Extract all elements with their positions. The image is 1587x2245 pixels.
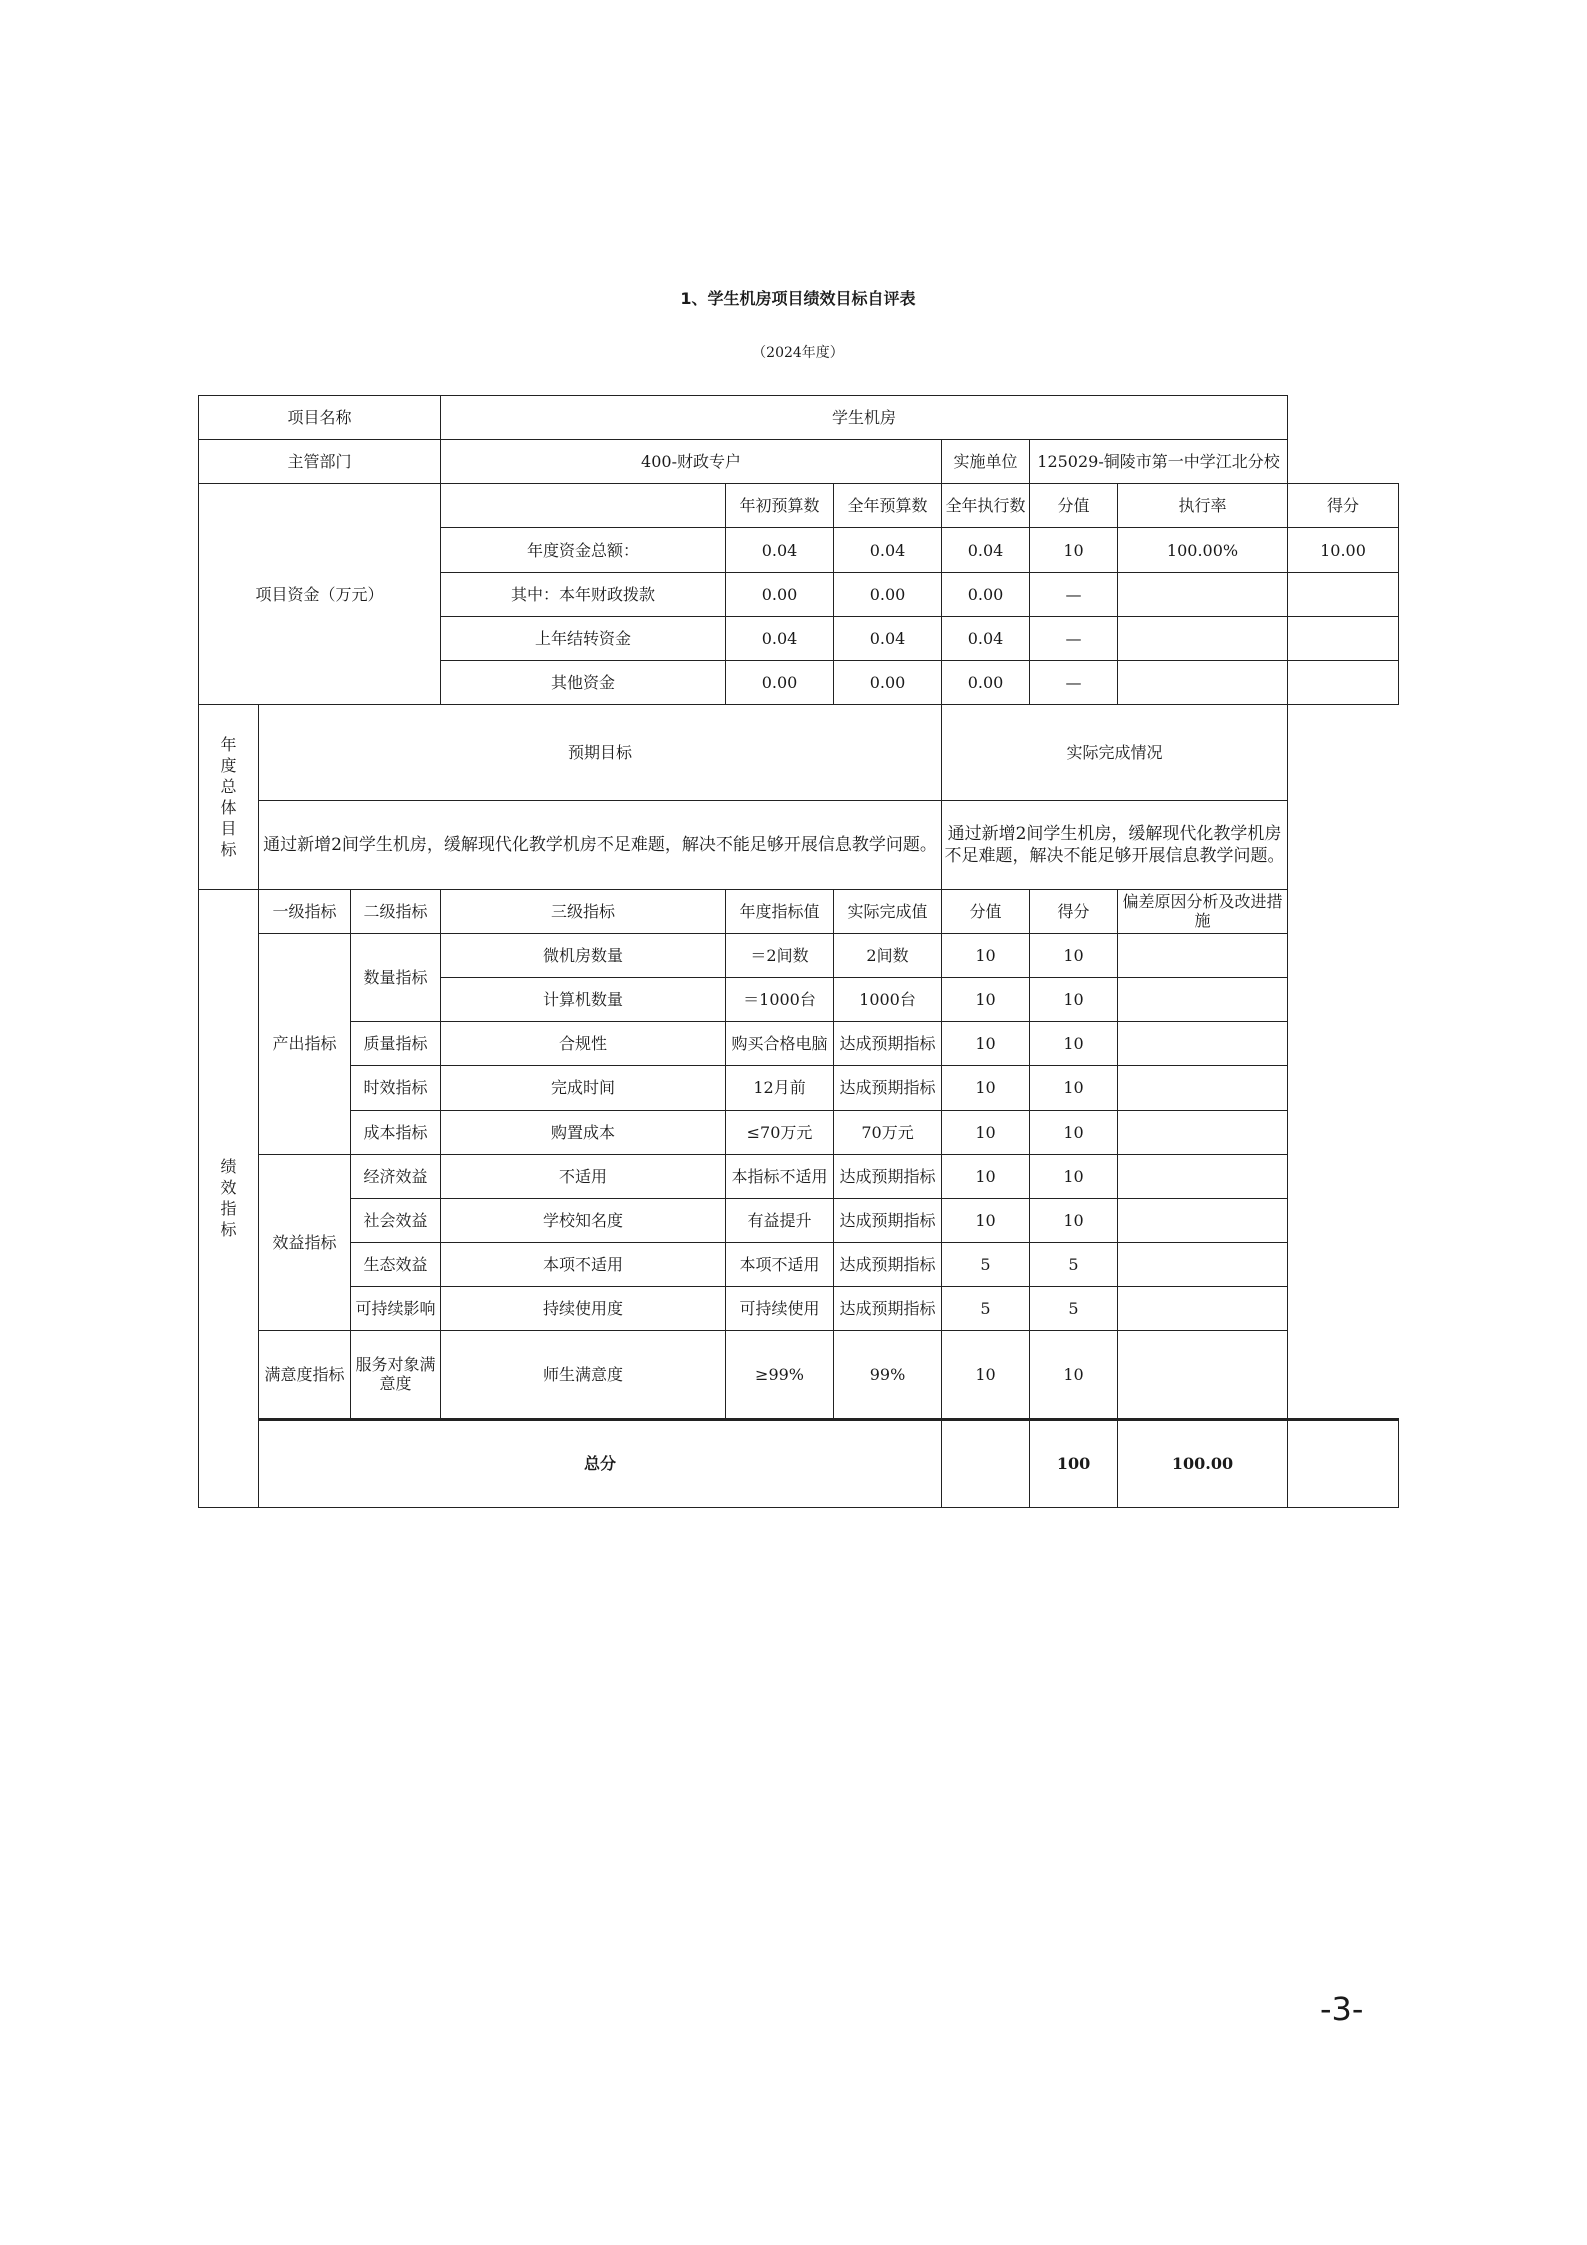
indicator-row [199, 1066, 1399, 1110]
indicator-score: 10 [1030, 933, 1118, 977]
level2-economic: 经济效益 [351, 1154, 441, 1198]
year-note: （2024年度） [752, 345, 844, 361]
funds-cell [1118, 572, 1288, 616]
indicator-target: ＝1000台 [726, 978, 834, 1022]
header-level1: 一级指标 [259, 889, 351, 933]
header-level3: 三级指标 [441, 889, 726, 933]
funds-cell: 100.00% [1118, 528, 1288, 572]
indicator-reason [1118, 1066, 1288, 1110]
goals-header-row [199, 705, 1399, 801]
indicator-target: 本项不适用 [726, 1243, 834, 1287]
indicator-target: ＝2间数 [726, 933, 834, 977]
project-name-label: 项目名称 [199, 396, 441, 440]
indicator-score-value: 5 [942, 1243, 1030, 1287]
funds-cell: 0.04 [726, 528, 834, 572]
level2-quality: 质量指标 [351, 1022, 441, 1066]
funds-row-label: 上年结转资金 [441, 616, 726, 660]
indicator-score-value: 10 [942, 978, 1030, 1022]
level2-quantity: 数量指标 [351, 933, 441, 1021]
indicator-target: 本指标不适用 [726, 1154, 834, 1198]
indicator-score: 10 [1030, 1110, 1118, 1154]
indicator-row [199, 1110, 1399, 1154]
funds-cell: 0.00 [726, 572, 834, 616]
unit-label: 实施单位 [942, 440, 1030, 484]
indicator-reason [1118, 1243, 1288, 1287]
indicator-row [199, 1022, 1399, 1066]
indicator-name: 持续使用度 [441, 1287, 726, 1331]
indicator-target: 12月前 [726, 1066, 834, 1110]
indicator-actual: 达成预期指标 [834, 1154, 942, 1198]
funds-cell: 0.00 [834, 572, 942, 616]
unit-value: 125029-铜陵市第一中学江北分校 [1030, 440, 1288, 484]
funds-cell [1288, 616, 1399, 660]
funds-cell: 0.00 [726, 660, 834, 704]
project-name-value: 学生机房 [441, 396, 1288, 440]
funds-header-rate: 执行率 [1118, 484, 1288, 528]
funds-cell [1118, 616, 1288, 660]
total-score-value: 100 [1030, 1419, 1118, 1507]
funds-cell: 0.04 [942, 528, 1030, 572]
header-target: 年度指标值 [726, 889, 834, 933]
indicator-name: 合规性 [441, 1022, 726, 1066]
level2-ecological: 生态效益 [351, 1243, 441, 1287]
funds-label: 项目资金（万元） [199, 484, 441, 705]
page-number: -3- [1320, 1990, 1364, 2028]
level2-sustainable: 可持续影响 [351, 1287, 441, 1331]
performance-evaluation-table [198, 395, 1399, 1508]
funds-cell [1288, 572, 1399, 616]
indicator-score: 10 [1030, 1198, 1118, 1242]
indicator-reason [1118, 1022, 1288, 1066]
level2-cost: 成本指标 [351, 1110, 441, 1154]
indicator-row [199, 1287, 1399, 1331]
indicator-row [199, 1243, 1399, 1287]
funds-cell: 10 [1030, 528, 1118, 572]
indicator-score-value: 10 [942, 933, 1030, 977]
funds-header-initial: 年初预算数 [726, 484, 834, 528]
funds-header-annual: 全年预算数 [834, 484, 942, 528]
funds-header-score: 得分 [1288, 484, 1399, 528]
indicator-row [199, 1154, 1399, 1198]
level1-satisfaction: 满意度指标 [259, 1331, 351, 1419]
indicator-row [199, 1198, 1399, 1242]
indicator-row [199, 933, 1399, 977]
indicator-actual: 达成预期指标 [834, 1066, 942, 1110]
indicator-reason [1118, 1331, 1288, 1419]
project-name-row [199, 396, 1399, 440]
indicator-score: 5 [1030, 1243, 1118, 1287]
level2-timeliness: 时效指标 [351, 1066, 441, 1110]
funds-cell: — [1030, 572, 1118, 616]
indicator-score-value: 10 [942, 1154, 1030, 1198]
document-title: 1、学生机房项目绩效目标自评表 [680, 289, 916, 308]
indicator-actual: 2间数 [834, 933, 942, 977]
indicator-actual: 70万元 [834, 1110, 942, 1154]
goals-label: 年度总体目标 [199, 705, 259, 890]
department-value: 400-财政专户 [441, 440, 942, 484]
funds-row-label: 年度资金总额： [441, 528, 726, 572]
indicator-score-value: 10 [942, 1198, 1030, 1242]
funds-header-blank [441, 484, 726, 528]
indicator-actual: 1000台 [834, 978, 942, 1022]
header-reason: 偏差原因分析及改进措施 [1118, 889, 1288, 933]
indicator-name: 购置成本 [441, 1110, 726, 1154]
indicator-score: 10 [1030, 1022, 1118, 1066]
department-row [199, 440, 1399, 484]
level2-social: 社会效益 [351, 1198, 441, 1242]
header-score: 得分 [1030, 889, 1118, 933]
funds-header-row [199, 484, 1399, 528]
funds-cell: — [1030, 616, 1118, 660]
funds-cell: 0.00 [834, 660, 942, 704]
indicator-score-value: 5 [942, 1287, 1030, 1331]
header-score-value: 分值 [942, 889, 1030, 933]
indicator-reason [1118, 978, 1288, 1022]
indicator-reason [1118, 933, 1288, 977]
indicator-row [199, 1331, 1399, 1419]
indicator-target: 可持续使用 [726, 1287, 834, 1331]
indicator-name: 学校知名度 [441, 1198, 726, 1242]
actual-goal-text: 通过新增2间学生机房，缓解现代化教学机房不足难题，解决不能足够开展信息教学问题。 [942, 801, 1288, 889]
funds-cell [1118, 660, 1288, 704]
indicator-score-value: 10 [942, 1066, 1030, 1110]
indicators-header-row [199, 889, 1399, 933]
total-reason-blank [1288, 1419, 1399, 1507]
funds-row-label: 其他资金 [441, 660, 726, 704]
funds-cell: 0.04 [726, 616, 834, 660]
indicator-name: 计算机数量 [441, 978, 726, 1022]
indicator-score: 5 [1030, 1287, 1118, 1331]
expected-goal-text: 通过新增2间学生机房，缓解现代化教学机房不足难题，解决不能足够开展信息教学问题。 [259, 801, 942, 889]
funds-header-executed: 全年执行数 [942, 484, 1030, 528]
indicator-target: ≥99% [726, 1331, 834, 1419]
indicator-actual: 达成预期指标 [834, 1198, 942, 1242]
indicator-score-value: 10 [942, 1110, 1030, 1154]
indicator-name: 完成时间 [441, 1066, 726, 1110]
funds-cell: 0.00 [942, 660, 1030, 704]
indicator-name: 微机房数量 [441, 933, 726, 977]
expected-goal-header: 预期目标 [259, 705, 942, 801]
indicator-actual: 99% [834, 1331, 942, 1419]
funds-cell: 0.04 [834, 616, 942, 660]
indicator-score: 10 [1030, 1331, 1118, 1419]
indicator-score: 10 [1030, 978, 1118, 1022]
funds-cell: 0.04 [834, 528, 942, 572]
funds-cell [1288, 660, 1399, 704]
indicator-name: 本项不适用 [441, 1243, 726, 1287]
level2-service-satisfaction: 服务对象满意度 [351, 1331, 441, 1419]
indicator-actual: 达成预期指标 [834, 1022, 942, 1066]
total-label: 总分 [259, 1419, 942, 1507]
indicator-reason [1118, 1154, 1288, 1198]
funds-cell: — [1030, 660, 1118, 704]
goals-text-row [199, 801, 1399, 889]
level1-benefit: 效益指标 [259, 1154, 351, 1331]
funds-header-score-value: 分值 [1030, 484, 1118, 528]
indicator-score: 10 [1030, 1154, 1118, 1198]
indicator-actual: 达成预期指标 [834, 1243, 942, 1287]
indicators-label: 绩效指标 [199, 889, 259, 1507]
indicator-actual: 达成预期指标 [834, 1287, 942, 1331]
indicator-score: 10 [1030, 1066, 1118, 1110]
indicator-score-value: 10 [942, 1022, 1030, 1066]
actual-goal-header: 实际完成情况 [942, 705, 1288, 801]
indicator-name: 不适用 [441, 1154, 726, 1198]
funds-cell: 10.00 [1288, 528, 1399, 572]
indicator-target: ≤70万元 [726, 1110, 834, 1154]
indicator-target: 购买合格电脑 [726, 1022, 834, 1066]
total-blank [942, 1419, 1030, 1507]
level1-output: 产出指标 [259, 933, 351, 1154]
funds-row-label: 其中：本年财政拨款 [441, 572, 726, 616]
indicator-reason [1118, 1287, 1288, 1331]
indicator-reason [1118, 1110, 1288, 1154]
indicator-name: 师生满意度 [441, 1331, 726, 1419]
department-label: 主管部门 [199, 440, 441, 484]
total-row [199, 1419, 1399, 1507]
total-score: 100.00 [1118, 1419, 1288, 1507]
indicator-target: 有益提升 [726, 1198, 834, 1242]
indicator-score-value: 10 [942, 1331, 1030, 1419]
funds-cell: 0.04 [942, 616, 1030, 660]
header-actual: 实际完成值 [834, 889, 942, 933]
header-level2: 二级指标 [351, 889, 441, 933]
funds-cell: 0.00 [942, 572, 1030, 616]
indicator-reason [1118, 1198, 1288, 1242]
